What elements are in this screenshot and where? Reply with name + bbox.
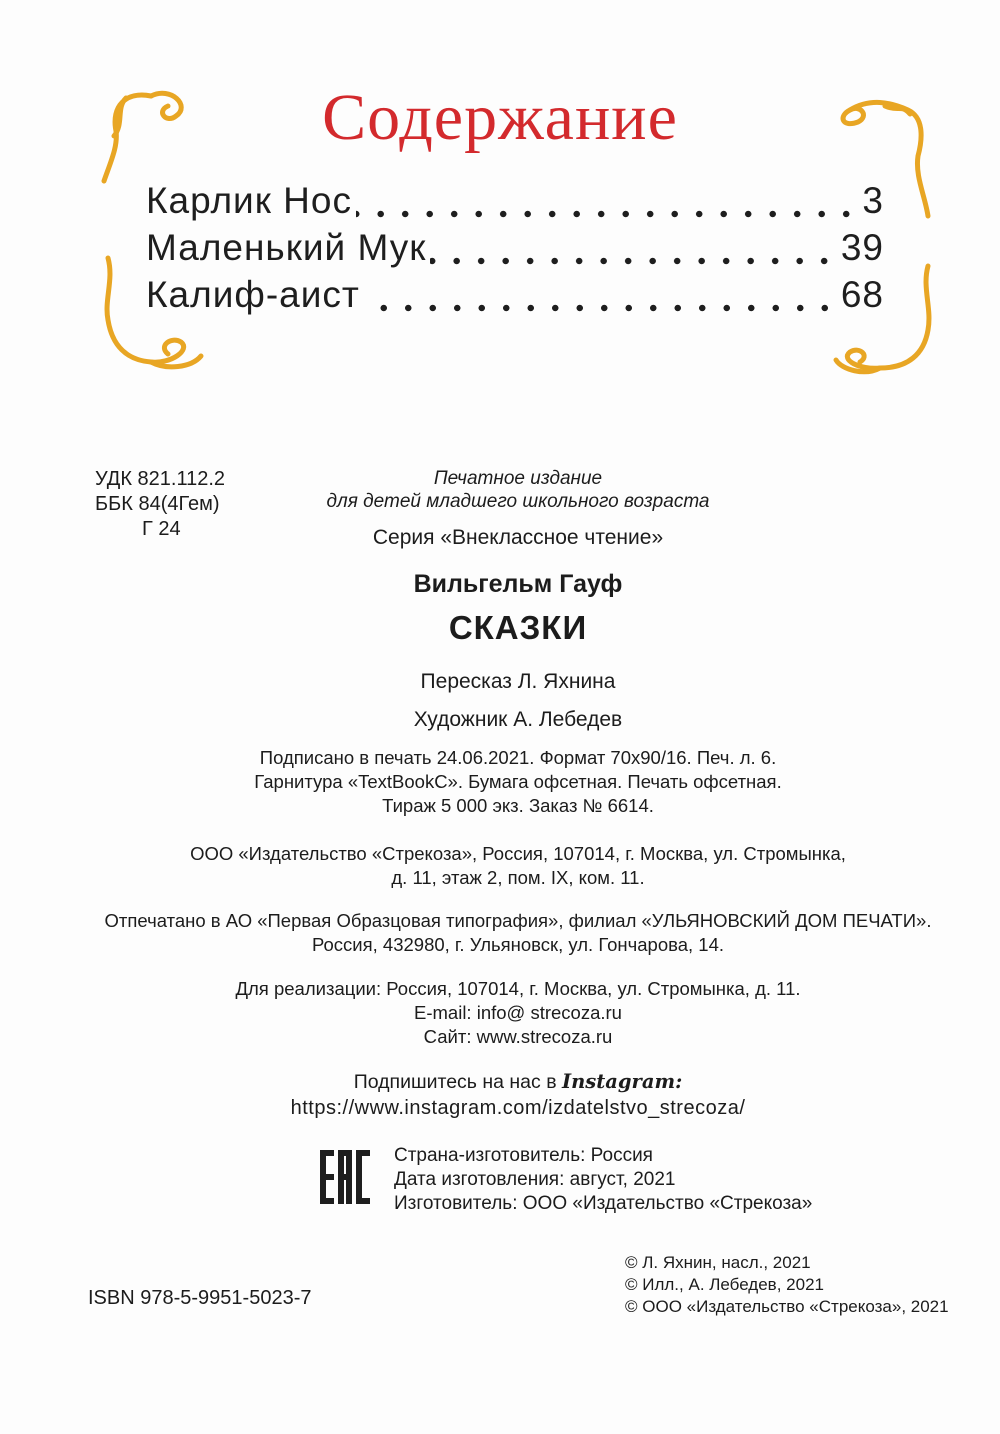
print-info-line: Тираж 5 000 экз. Заказ № 6614. — [382, 795, 654, 816]
manufacture-block — [394, 1144, 812, 1216]
manufacture-line: Страна-изготовитель: Россия — [394, 1145, 653, 1166]
toc-item-page: 68 — [840, 274, 884, 315]
toc-item-title: Калиф-аист — [146, 274, 360, 315]
toc-item-title: Карлик Нос — [146, 180, 352, 221]
toc-item-page: 3 — [862, 180, 884, 221]
print-info-block — [200, 746, 836, 818]
publisher-line: ООО «Издательство «Стрекоза», Россия, 107014, г. Москва, ул. Стромынка, — [190, 843, 846, 864]
series-line: Серия «Внеклассное чтение» — [372, 526, 664, 549]
toc-leader-dots — [356, 209, 858, 219]
toc-title: Содержание — [322, 81, 678, 154]
sales-line: Для реализации: Россия, 107014, г. Москва, ул. Стромынка, д. 11. — [235, 978, 801, 999]
edition-line-2: для детей младшего школьного возраста — [326, 491, 710, 512]
printer-line: Отпечатано в АО «Первая Образцовая типография», филиал «УЛЬЯНОВСКИЙ ДОМ ПЕЧАТИ». — [104, 910, 932, 931]
eac-mark-icon — [320, 1150, 370, 1204]
copyright-line: © Илл., А. Лебедев, 2021 — [625, 1275, 824, 1294]
toc-leader-dots — [430, 256, 836, 266]
udk-code: УДК 821.112.2 — [95, 468, 226, 490]
publisher-block — [150, 842, 886, 890]
publisher-line: д. 11, этаж 2, пом. IX, ком. 11. — [391, 867, 645, 888]
instagram-wordmark: Instagram: — [561, 1070, 683, 1093]
manufacture-line: Изготовитель: ООО «Издательство «Стрекоза» — [394, 1193, 813, 1214]
printer-block — [60, 909, 976, 957]
artist-credit: Художник А. Лебедев — [413, 708, 623, 731]
book-title: СКАЗКИ — [448, 609, 588, 646]
printer-line: Россия, 432980, г. Ульяновск, ул. Гончарова, 14. — [311, 934, 725, 955]
social-line — [150, 1070, 886, 1094]
toc-item — [146, 227, 884, 275]
print-info-line: Гарнитура «TextBookC». Бумага офсетная. Печать офсетная. — [254, 771, 782, 792]
edition-line-1: Печатное издание — [433, 468, 603, 489]
retelling-credit: Пересказ Л. Яхнина — [420, 670, 616, 693]
author-name: Вильгельм Гауф — [413, 570, 623, 598]
catalog-block — [95, 467, 225, 542]
copyright-block — [625, 1252, 949, 1318]
isbn: ISBN 978-5-9951-5023-7 — [88, 1287, 312, 1309]
sales-block — [150, 977, 886, 1049]
print-info-line: Подписано в печать 24.06.2021. Формат 70x90/16. Печ. л. 6. — [259, 747, 777, 768]
toc-leader-dots — [364, 303, 837, 313]
toc-item-page: 39 — [840, 227, 884, 268]
toc-item — [146, 274, 884, 322]
instagram-link[interactable]: https://www.instagram.com/izdatelstvo_strecoza/ — [290, 1097, 746, 1119]
toc-item — [146, 180, 884, 228]
manufacture-line: Дата изготовления: август, 2021 — [394, 1169, 676, 1190]
author-code: Г 24 — [142, 518, 181, 540]
toc-item-title: Маленький Мук — [146, 227, 427, 268]
sales-email[interactable]: E-mail: info@ strecoza.ru — [414, 1002, 622, 1023]
bbk-code: ББК 84(4Гем) — [95, 493, 220, 515]
sales-website[interactable]: Сайт: www.strecoza.ru — [423, 1026, 613, 1047]
copyright-line: © ООО «Издательство «Стрекоза», 2021 — [625, 1297, 949, 1316]
social-prefix: Подпишитесь на нас в — [353, 1071, 562, 1093]
copyright-line: © Л. Яхнин, насл., 2021 — [625, 1253, 811, 1272]
